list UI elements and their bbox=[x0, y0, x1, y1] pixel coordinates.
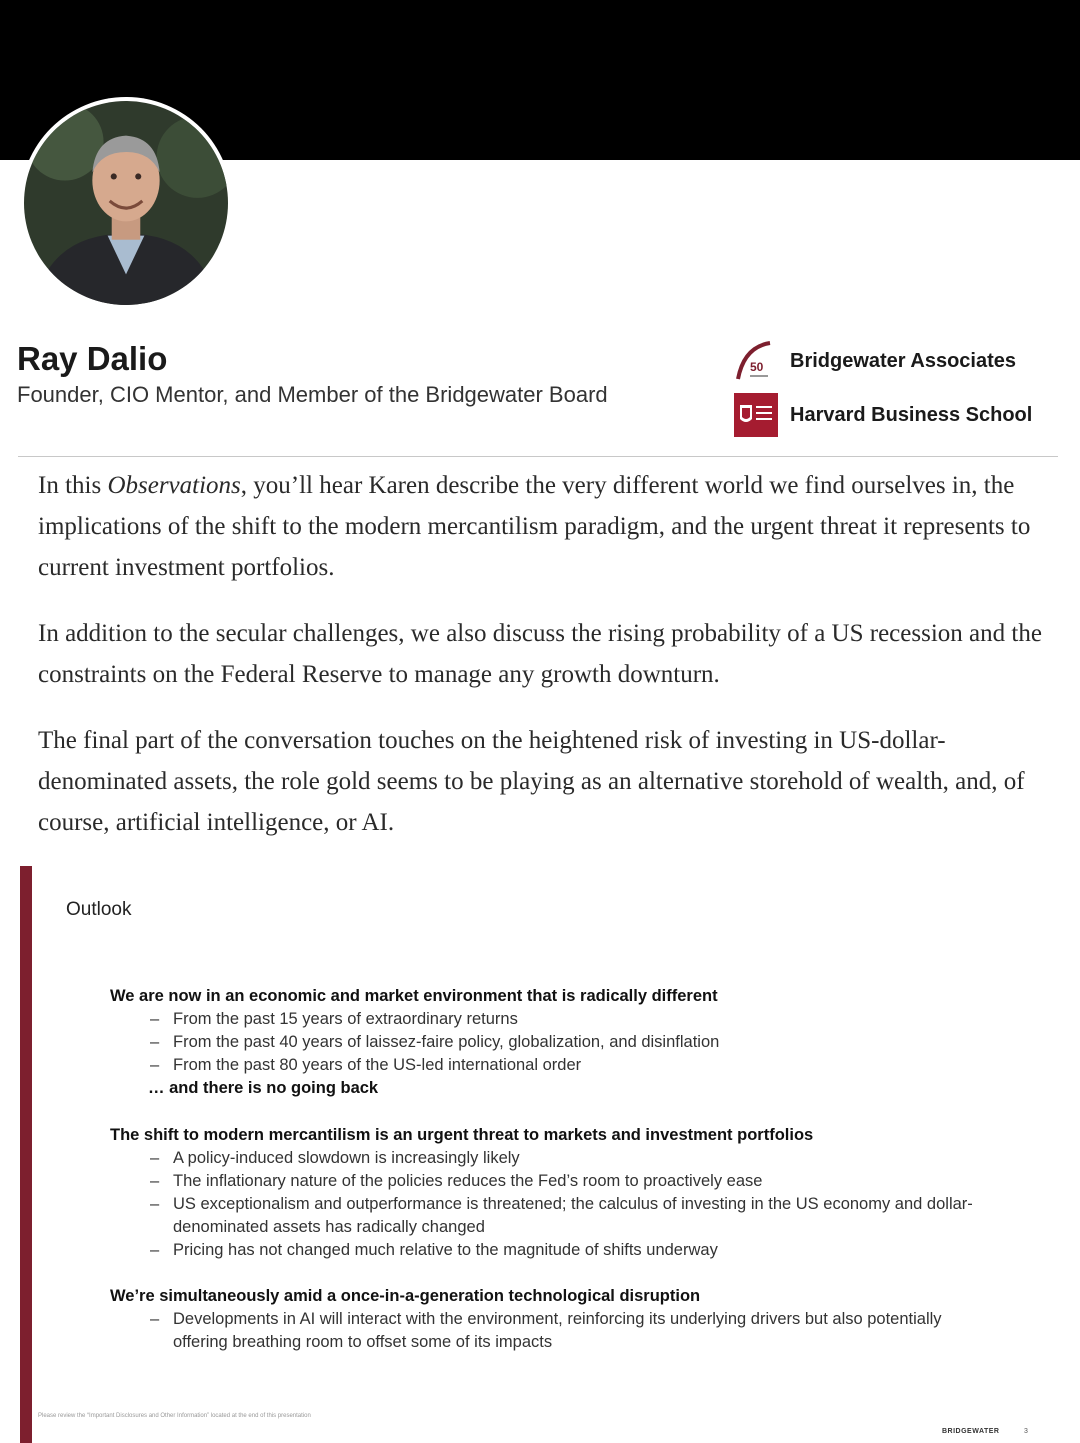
outlook-section-2 bbox=[110, 1124, 980, 1262]
bullet-item bbox=[110, 1170, 980, 1193]
bridgewater-50-years-logo bbox=[734, 339, 778, 383]
observations-text: In this bbox=[38, 472, 108, 499]
bullet-item bbox=[110, 1031, 980, 1054]
bullet-text: Developments in AI will interact with the environment, reinforcing its underlying drivers but also potentially offering breathing room to offset some of its impacts bbox=[173, 1310, 942, 1351]
bullet-text: From the past 40 years of laissez-faire policy, globalization, and disinflation bbox=[173, 1033, 720, 1051]
section-tail: … and there is no going back bbox=[148, 1079, 379, 1097]
bullet-text: A policy-induced slowdown is increasingly likely bbox=[173, 1149, 520, 1167]
slide-title: Outlook bbox=[66, 899, 132, 920]
dash-icon: – bbox=[150, 1010, 160, 1028]
harvard-business-school-logo bbox=[734, 393, 778, 437]
dash-icon: – bbox=[150, 1241, 160, 1259]
bullet-text: US exceptionalism and outperformance is threatened; the calculus of investing in the US economy and dollar-denominated assets has radically changed bbox=[173, 1195, 973, 1236]
bullet-item bbox=[110, 1147, 980, 1170]
affiliation-label: Harvard Business School bbox=[790, 403, 1033, 426]
section-heading: We are now in an economic and market environment that is radically different bbox=[110, 987, 718, 1005]
bullet-text: The inflationary nature of the policies reduces the Fed’s room to proactively ease bbox=[173, 1172, 763, 1190]
bullet-list bbox=[110, 1147, 980, 1262]
dash-icon: – bbox=[150, 1033, 160, 1051]
section-heading: The shift to modern mercantilism is an urgent threat to markets and investment portfolios bbox=[110, 1126, 814, 1144]
affiliation-label: Bridgewater Associates bbox=[790, 349, 1017, 372]
observations-paragraph-3: The final part of the conversation touches on the heightened risk of investing in US-dollar-denominated assets, the role gold seems to be playing as an alternative storehold of wealth, and, of course, artificial intelligence, or AI. bbox=[38, 727, 1025, 836]
section-heading: We’re simultaneously amid a once-in-a-generation technological disruption bbox=[110, 1287, 701, 1305]
bullet-list bbox=[110, 1308, 980, 1354]
outlook-section-3 bbox=[110, 1285, 980, 1354]
dash-icon: – bbox=[150, 1195, 160, 1213]
slide-footnote: Please review the “Important Disclosures and Other Information” located at the end of this presentation bbox=[38, 1413, 311, 1419]
bullet-text: From the past 15 years of extraordinary returns bbox=[173, 1010, 518, 1028]
slide-accent-bar bbox=[20, 866, 32, 1443]
dash-icon: – bbox=[150, 1310, 160, 1328]
bullet-item bbox=[110, 1008, 980, 1031]
observations-text: , you’ll hear Karen describe the very different world we find ourselves in, the implications of the shift to the modern mercantilism paradigm, and the urgent threat it represents to current investment portfolios. bbox=[38, 472, 1031, 581]
outlook-section-1 bbox=[110, 985, 980, 1100]
observations-paragraph-2: In addition to the secular challenges, we also discuss the rising probability of a US recession and the constraints on the Federal Reserve to manage any growth downturn. bbox=[38, 620, 1042, 688]
observations-emphasis: Observations bbox=[107, 472, 241, 499]
profile-name: Ray Dalio bbox=[17, 340, 168, 377]
footer-brand: BRIDGEWATER bbox=[942, 1428, 1000, 1435]
bullet-text: Pricing has not changed much relative to the magnitude of shifts underway bbox=[173, 1241, 718, 1259]
profile-avatar[interactable] bbox=[20, 97, 232, 309]
portrait-photo bbox=[24, 101, 228, 305]
dash-icon: – bbox=[150, 1149, 160, 1167]
affiliation-harvard[interactable] bbox=[734, 393, 1032, 437]
page-number: 3 bbox=[1024, 1428, 1028, 1435]
bullet-list bbox=[110, 1008, 980, 1077]
affiliation-bridgewater[interactable] bbox=[734, 339, 1016, 383]
bullet-text: From the past 80 years of the US-led international order bbox=[173, 1056, 582, 1074]
profile-role: Founder, CIO Mentor, and Member of the Bridgewater Board bbox=[17, 382, 608, 407]
divider bbox=[18, 456, 1058, 457]
dash-icon: – bbox=[150, 1056, 160, 1074]
bridgewater-logo-number: 50 bbox=[750, 360, 764, 374]
bullet-item bbox=[110, 1193, 980, 1239]
dash-icon: – bbox=[150, 1172, 160, 1190]
bullet-item bbox=[110, 1308, 980, 1354]
bullet-item bbox=[110, 1054, 980, 1077]
bullet-item bbox=[110, 1239, 980, 1262]
observations-paragraph-1 bbox=[38, 465, 1048, 588]
